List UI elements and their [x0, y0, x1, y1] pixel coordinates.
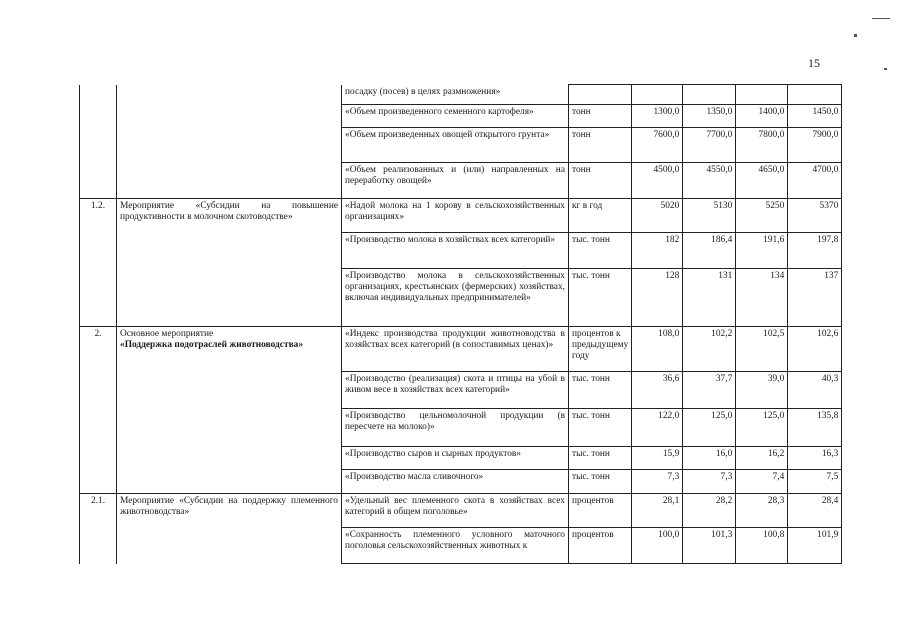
value-cell: 122,0 — [632, 409, 683, 447]
indicator-cell: «Удельный вес племенного скота в хозяйствах всех категорий в общем поголовье» — [342, 494, 569, 528]
value-cell: 7,3 — [683, 470, 736, 494]
value-cell: 100,8 — [736, 528, 788, 564]
value-cell: 28,3 — [736, 494, 788, 528]
value-cell: 40,3 — [788, 372, 842, 409]
unit-cell: тыс. тонн — [569, 447, 632, 470]
value-cell: 4550,0 — [683, 163, 736, 199]
indicator-cell: «Производство молока в сельскохозяйственных организациях, крестьянских (фермерских) хозяйствах, включая индивидуальных предпринимателей» — [342, 269, 569, 327]
scan-artifact — [884, 68, 887, 70]
value-cell — [788, 85, 842, 105]
unit-cell: тонн — [569, 163, 632, 199]
row-number-cell: 1.2. — [80, 199, 117, 327]
indicator-cell: «Производство молока в хозяйствах всех категорий» — [342, 233, 569, 269]
value-cell: 7,5 — [788, 470, 842, 494]
value-cell: 102,2 — [683, 327, 736, 372]
table-row — [80, 199, 842, 233]
value-cell: 28,4 — [788, 494, 842, 528]
value-cell: 7600,0 — [632, 128, 683, 163]
value-cell: 16,3 — [788, 447, 842, 470]
value-cell: 4650,0 — [736, 163, 788, 199]
row-number-cell — [80, 85, 117, 199]
unit-cell: тыс. тонн — [569, 409, 632, 447]
indicator-cell: посадку (посев) в целях размножения» — [342, 85, 569, 105]
unit-cell: процентов — [569, 494, 632, 528]
indicator-cell: «Сохранность племенного условного маточного поголовья сельскохозяйственных животных к — [342, 528, 569, 564]
value-cell: 102,6 — [788, 327, 842, 372]
indicator-cell: «Объем произведенных овощей открытого грунта» — [342, 128, 569, 163]
value-cell: 197,8 — [788, 233, 842, 269]
value-cell: 1350,0 — [683, 105, 736, 128]
value-cell — [632, 85, 683, 105]
event-cell: Мероприятие «Субсидии на повышение продуктивности в молочном скотоводстве» — [117, 199, 342, 327]
indicator-cell: «Объем произведенного семенного картофеля» — [342, 105, 569, 128]
row-number-cell: 2. — [80, 327, 117, 494]
scan-artifact — [872, 18, 890, 19]
value-cell: 36,6 — [632, 372, 683, 409]
scan-artifact — [854, 34, 857, 37]
value-cell: 186,4 — [683, 233, 736, 269]
value-cell: 135,8 — [788, 409, 842, 447]
value-cell: 16,2 — [736, 447, 788, 470]
unit-cell: тонн — [569, 128, 632, 163]
value-cell: 28,1 — [632, 494, 683, 528]
value-cell: 28,2 — [683, 494, 736, 528]
unit-cell: тонн — [569, 105, 632, 128]
value-cell: 108,0 — [632, 327, 683, 372]
indicator-cell: «Производство сыров и сырных продуктов» — [342, 447, 569, 470]
indicator-cell: «Производство цельномолочной продукции (в пересчете на молоко)» — [342, 409, 569, 447]
table-row — [80, 494, 842, 528]
value-cell: 101,3 — [683, 528, 736, 564]
value-cell: 182 — [632, 233, 683, 269]
value-cell: 137 — [788, 269, 842, 327]
value-cell: 5370 — [788, 199, 842, 233]
unit-cell: тыс. тонн — [569, 233, 632, 269]
row-number-cell: 2.1. — [80, 494, 117, 564]
value-cell: 125,0 — [683, 409, 736, 447]
event-cell — [117, 327, 342, 494]
value-cell: 5020 — [632, 199, 683, 233]
value-cell: 1300,0 — [632, 105, 683, 128]
indicator-cell: «Индекс производства продукции животноводства в хозяйствах всех категорий (в сопоставимых ценах)» — [342, 327, 569, 372]
value-cell: 4700,0 — [788, 163, 842, 199]
indicator-cell: «Надой молока на 1 корову в сельскохозяйственных организациях» — [342, 199, 569, 233]
value-cell: 15,9 — [632, 447, 683, 470]
value-cell: 7,3 — [632, 470, 683, 494]
value-cell: 100,0 — [632, 528, 683, 564]
value-cell: 7900,0 — [788, 128, 842, 163]
value-cell: 102,5 — [736, 327, 788, 372]
value-cell: 5130 — [683, 199, 736, 233]
event-bold-text: «Поддержка подотраслей животноводства» — [120, 340, 304, 350]
indicators-table — [79, 84, 842, 564]
value-cell: 7800,0 — [736, 128, 788, 163]
value-cell: 39,0 — [736, 372, 788, 409]
value-cell: 1400,0 — [736, 105, 788, 128]
page-number: 15 — [808, 56, 820, 70]
value-cell: 5250 — [736, 199, 788, 233]
value-cell — [736, 85, 788, 105]
table-row — [80, 327, 842, 372]
table-row — [80, 85, 842, 105]
unit-cell: тыс. тонн — [569, 470, 632, 494]
value-cell: 16,0 — [683, 447, 736, 470]
unit-cell — [569, 85, 632, 105]
unit-cell: тыс. тонн — [569, 269, 632, 327]
value-cell: 131 — [683, 269, 736, 327]
value-cell: 7700,0 — [683, 128, 736, 163]
value-cell: 101,9 — [788, 528, 842, 564]
value-cell: 134 — [736, 269, 788, 327]
event-plain-text: Основное мероприятие — [120, 329, 214, 339]
indicator-cell: «Объем реализованных и (или) направленных на переработку овощей» — [342, 163, 569, 199]
value-cell: 37,7 — [683, 372, 736, 409]
unit-cell: тыс. тонн — [569, 372, 632, 409]
event-cell: Мероприятие «Субсидии на поддержку племенного животноводства» — [117, 494, 342, 564]
indicator-cell: «Производство (реализация) скота и птицы на убой в живом весе в хозяйствах всех категорий» — [342, 372, 569, 409]
event-cell — [117, 85, 342, 199]
value-cell: 4500,0 — [632, 163, 683, 199]
value-cell: 128 — [632, 269, 683, 327]
value-cell — [683, 85, 736, 105]
indicator-cell: «Производство масла сливочного» — [342, 470, 569, 494]
value-cell: 1450,0 — [788, 105, 842, 128]
value-cell: 191,6 — [736, 233, 788, 269]
unit-cell: процентов к предыдущему году — [569, 327, 632, 372]
value-cell: 125,0 — [736, 409, 788, 447]
unit-cell: кг в год — [569, 199, 632, 233]
unit-cell: процентов — [569, 528, 632, 564]
value-cell: 7,4 — [736, 470, 788, 494]
